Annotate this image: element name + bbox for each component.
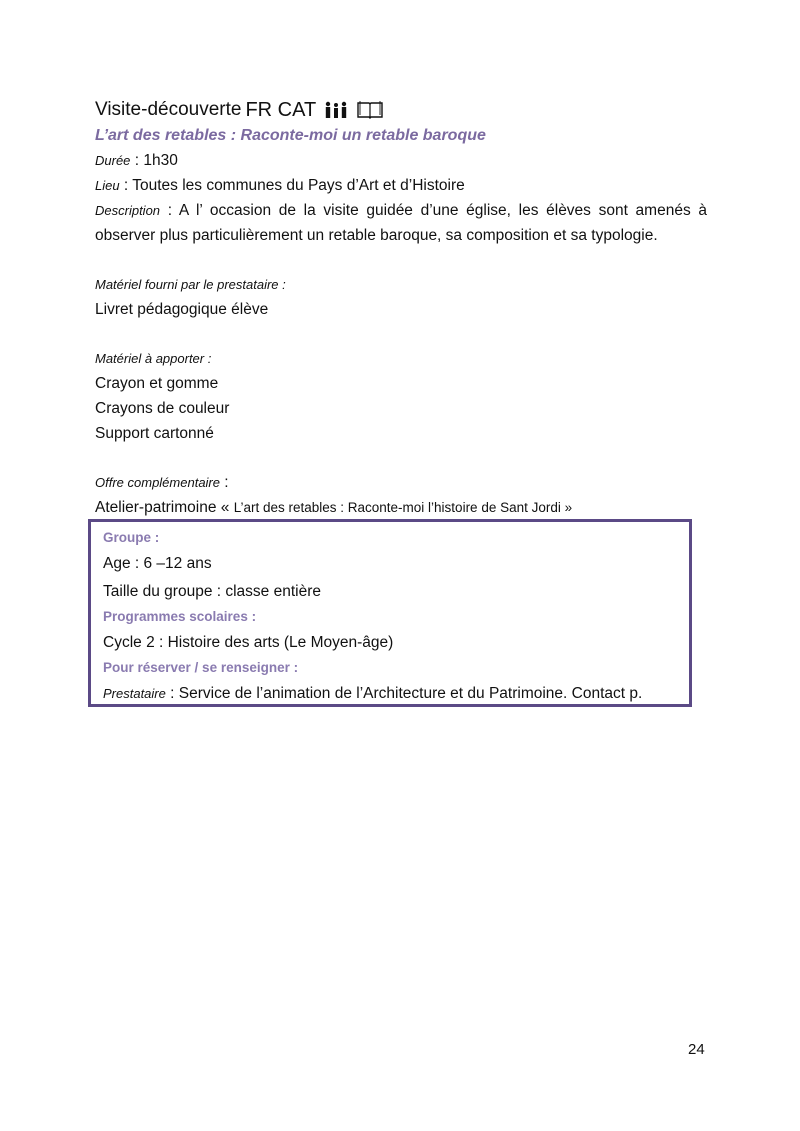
info-box — [88, 519, 692, 707]
page-content — [95, 96, 715, 520]
offre-label-line — [95, 470, 715, 495]
subtitle: L’art des retables : Raconte-moi un retable baroque — [95, 127, 486, 144]
lieu-value: Toutes les communes du Pays d’Art et d’Histoire — [132, 177, 465, 194]
duree-sep: : — [130, 152, 144, 169]
description-value: A l’ occasion de la visite guidée d’une église, les élèves sont amenés à observer plus particulièrement un retable baroque, sa composition et sa typologie. — [95, 202, 707, 244]
offre-label: Offre complémentaire — [95, 475, 220, 490]
taille-line: Taille du groupe : classe entière — [103, 583, 321, 600]
duree-line — [95, 148, 715, 173]
offre-value-line — [95, 495, 715, 520]
materiel-apporter-label-line — [95, 346, 715, 371]
cycle-line: Cycle 2 : Histoire des arts (Le Moyen-âge) — [103, 634, 394, 651]
offre-value-small: L’art des retables : Raconte-moi l’histoire de Sant Jordi » — [233, 500, 573, 515]
family-icon — [324, 101, 348, 119]
prestataire-label: Prestataire — [103, 686, 166, 701]
description — [95, 198, 707, 248]
materiel-fourni-label: Matériel fourni par le prestataire : — [95, 277, 286, 292]
page-number: 24 — [688, 1041, 705, 1058]
offre-sep: : — [220, 474, 229, 491]
groupe-header: Groupe : — [103, 530, 160, 545]
description-sep: : — [160, 202, 179, 219]
materiel-apporter-item: Crayons de couleur — [95, 400, 230, 417]
prestataire-line — [103, 680, 677, 707]
lieu-line — [95, 173, 715, 198]
materiel-apporter-item: Crayon et gomme — [95, 375, 219, 392]
title-part1: Visite-découverte — [95, 99, 242, 120]
reserver-header: Pour réserver / se renseigner : — [103, 660, 299, 675]
materiel-apporter-label: Matériel à apporter : — [95, 351, 212, 366]
materiel-apporter-item: Support cartonné — [95, 425, 214, 442]
title-part2: FR CAT — [245, 99, 317, 121]
book-icon — [356, 100, 384, 120]
lieu-sep: : — [119, 177, 133, 194]
materiel-fourni-label-line — [95, 272, 715, 297]
prestataire-value: : Service de l’animation de l’Architecture et du Patrimoine. Contact p. — [165, 685, 643, 702]
programmes-header: Programmes scolaires : — [103, 609, 257, 624]
description-label: Description — [95, 203, 161, 218]
age-line: Age : 6 –12 ans — [103, 555, 212, 572]
duree-value: 1h30 — [143, 152, 178, 169]
materiel-fourni-item: Livret pédagogique élève — [95, 301, 269, 318]
title-line — [95, 96, 715, 124]
offre-value-main: Atelier-patrimoine « — [95, 499, 234, 516]
lieu-label: Lieu — [95, 178, 120, 193]
duree-label: Durée — [95, 153, 131, 168]
